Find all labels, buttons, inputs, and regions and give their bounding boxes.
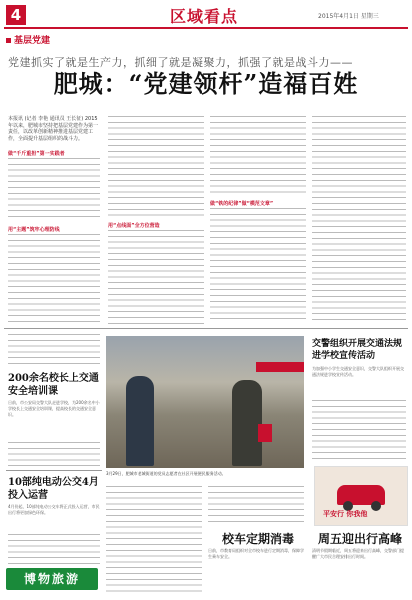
lead-subhead-1: 做“千斤重担”第一实践者 — [8, 151, 65, 157]
lead-subhead-4: 做“铁的纪律”做“模范文章” — [210, 201, 274, 207]
lead-text-block-6 — [210, 208, 306, 324]
section-title: 区域看点 — [170, 7, 239, 26]
lead-kicker: 党建抓实了就是生产力，抓细了就是凝聚力，抓强了就是战斗力—— — [8, 56, 353, 69]
page-number: 4 — [6, 5, 26, 25]
traffic-slogan: 平安行 你我他 — [323, 510, 368, 518]
section-divider — [4, 328, 408, 329]
photo-caption: 3月29日，肥城市老城街道的党员志愿者在社区开展便民服务活动。 — [106, 471, 226, 476]
wheel-icon — [371, 501, 381, 511]
right-upper-text — [312, 400, 406, 462]
lead-subhead-2: 用“主题”筑牢心理防线 — [8, 227, 60, 233]
lead-text-block-3 — [108, 116, 204, 216]
lead-text-block-7 — [312, 116, 406, 324]
header-rule — [4, 27, 408, 29]
story-title-weekend-peak: 周五迎出行高峰 — [317, 532, 402, 546]
story-title-principals: 200余名校长上交通安全培训课 — [8, 373, 99, 397]
lead-headline: 肥城：“党建领杆”造福百姓 — [53, 69, 359, 98]
tourism-logo: 博物旅游 — [6, 568, 98, 590]
photo-person-volunteer — [232, 380, 262, 466]
lead-text-block-1 — [8, 158, 100, 222]
story-body-weekend-peak: 清明节假期临近，周五将迎来出行高峰，交警部门提醒广大市民合理安排出行时间。 — [312, 548, 404, 559]
story-body-traffic-campaign: 为加强中小学生交通安全意识，交警大队组织开展交通法规进学校宣传活动。 — [312, 366, 404, 377]
left-divider — [6, 470, 102, 471]
story-body-bus-disinfect: 日前，市教育局组织对全市校车进行定期消毒，保障学生乘车安全。 — [208, 548, 304, 559]
column-label: 基层党建 — [6, 33, 50, 46]
lead-text-block-4 — [108, 230, 204, 324]
photo-red-bag — [258, 424, 272, 442]
story-body-ebus: 4月份起，10部纯电动公交车将正式投入运营，市民出行将更加绿色环保。 — [8, 504, 100, 515]
issue-date: 2015年4月1日 星期三 — [318, 13, 379, 20]
story-title-bus-disinfect: 校车定期消毒 — [221, 532, 294, 546]
lead-text-block-5 — [210, 116, 306, 196]
left-top-text — [8, 334, 100, 368]
lead-text-block-2 — [8, 234, 100, 324]
lead-byline: 本报讯 (记者 李艳 通讯员 王长征) 2015年以来，肥城市坚持把基层党建作为第一责任，以改革创新精神推进基层党建工作，全面提升基层组织的战斗力。 — [8, 116, 99, 142]
left-bottom-text — [8, 534, 100, 564]
photo-person-officer — [126, 376, 154, 466]
center-right-text — [208, 486, 304, 526]
news-photo — [106, 336, 304, 468]
story-body-principals: 日前，市公安局交警大队走进学校，为200余名中小学校长上交通安全培训课，提高校长的交通安全意识。 — [8, 400, 100, 417]
left-mid-text — [8, 442, 100, 466]
lead-subhead-3: 用“点线面”全方位营造 — [108, 223, 160, 229]
photo-banner — [256, 362, 304, 372]
traffic-illustration — [314, 466, 408, 526]
story-title-ebus: 10部纯电动公交4月投入运营 — [8, 477, 99, 501]
story-title-traffic-campaign: 交警组织开展交通法规进学校宣传活动 — [312, 339, 403, 361]
center-left-text — [106, 486, 202, 596]
